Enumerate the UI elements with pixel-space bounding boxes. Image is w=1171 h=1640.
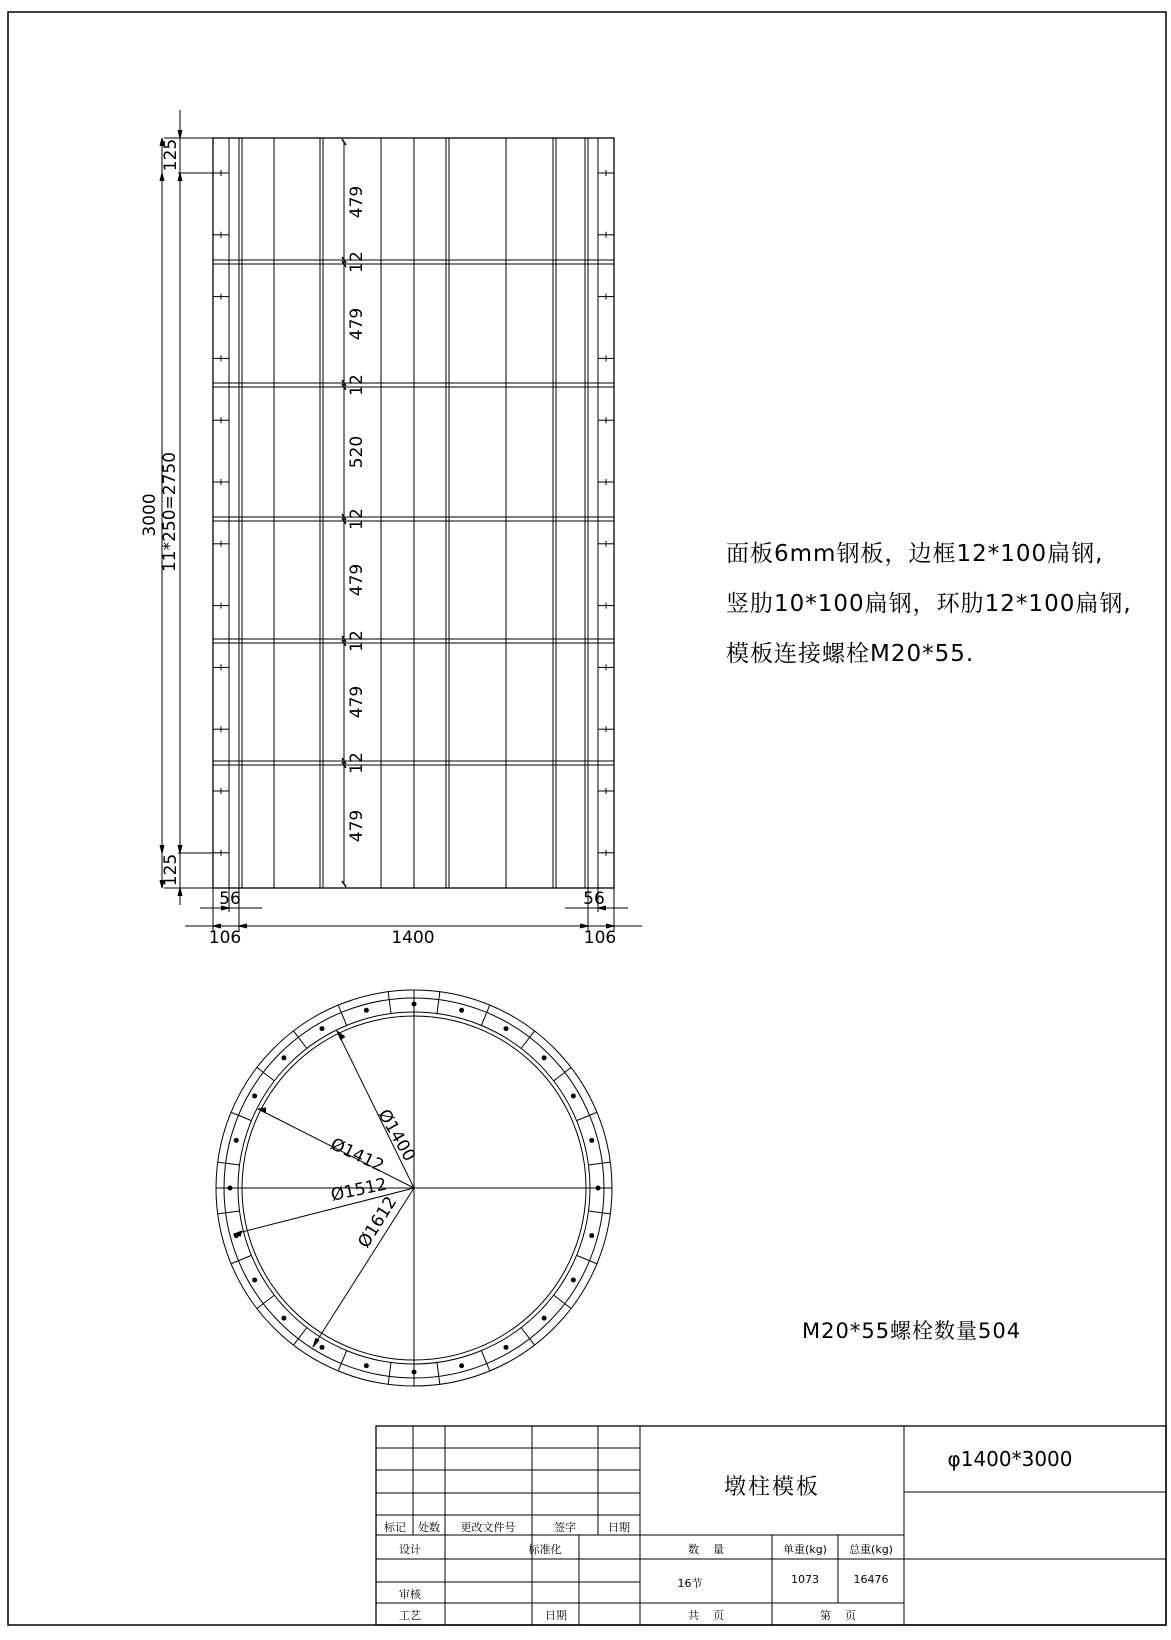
rev-header-doc: 更改文件号 <box>460 1521 516 1534</box>
rib-dim-3: 12 <box>347 508 367 530</box>
section-view <box>216 990 612 1386</box>
ring-bolt <box>460 1008 464 1012</box>
ring-bolt <box>364 1008 368 1012</box>
bolt-mark <box>598 726 614 732</box>
ring-bolt <box>542 1316 546 1320</box>
bottom-dimension-lines <box>185 888 642 932</box>
rev-header-mark: 标记 <box>384 1521 406 1534</box>
dim-d3: Ø1512 <box>329 1174 389 1206</box>
ring-joint <box>388 1362 391 1384</box>
ring-bolt <box>253 1278 257 1282</box>
bolt-mark <box>213 541 229 547</box>
panel-dim-6: 479 <box>347 809 367 843</box>
dim-flange-left: 56 <box>219 889 241 909</box>
rib-dim-5: 12 <box>347 752 367 774</box>
ring-joint <box>231 1112 251 1120</box>
ring-joint <box>437 992 440 1014</box>
bolt-mark <box>598 417 614 423</box>
bolt-mark <box>598 850 614 856</box>
rev-header-date: 日期 <box>608 1521 630 1534</box>
panel-dimension-chain <box>342 139 346 887</box>
dim-total-height: 3000 <box>140 493 160 537</box>
panel-dim-3: 520 <box>347 435 367 469</box>
ring-bolt <box>253 1094 257 1098</box>
elevation-view <box>213 138 614 888</box>
bolt-mark <box>598 294 614 300</box>
ring-joint <box>338 1351 346 1371</box>
bolt-count-note: M20*55螺栓数量504 <box>802 1319 1022 1343</box>
dim-d1: Ø1400 <box>373 1105 420 1166</box>
ring-bolt <box>542 1056 546 1060</box>
unit-wt-value: 1073 <box>791 1573 819 1586</box>
ring-joint <box>218 1211 240 1214</box>
panel-dim-4: 479 <box>347 563 367 597</box>
bolt-mark <box>213 726 229 732</box>
col-total-wt: 总重(kg) <box>849 1543 893 1556</box>
ring-bolt <box>282 1316 286 1320</box>
panel-dim-1: 479 <box>347 185 367 219</box>
drawing-name: 墩柱模板 <box>723 1475 821 1500</box>
ring-bolt <box>320 1345 324 1349</box>
bolt-mark <box>598 170 614 176</box>
label-review: 审核 <box>399 1588 421 1601</box>
material-note-2: 竖肋10*100扁钢，环肋12*100扁钢, <box>726 591 1132 617</box>
ring-joint <box>577 1255 597 1263</box>
ring-bolt <box>504 1345 508 1349</box>
ring-bolt <box>571 1094 575 1098</box>
label-process: 工艺 <box>399 1609 421 1622</box>
bolt-mark <box>213 355 229 361</box>
sheet-no: 第 页 <box>820 1609 856 1622</box>
rib-dim-1: 12 <box>347 251 367 273</box>
ring-bolt <box>364 1364 368 1368</box>
bolt-mark <box>598 664 614 670</box>
total-wt-value: 16476 <box>853 1573 889 1586</box>
bolt-mark <box>213 788 229 794</box>
ring-joint <box>231 1255 251 1263</box>
label-standard: 标准化 <box>528 1543 562 1556</box>
rev-header-count: 处数 <box>418 1521 440 1534</box>
bolt-mark <box>213 170 229 176</box>
drawing-spec: φ1400*3000 <box>947 1447 1073 1471</box>
col-qty: 数 量 <box>688 1543 724 1556</box>
ring-bolt <box>282 1056 286 1060</box>
dim-rib-spacing: 11*250=2750 <box>160 451 180 573</box>
drawing-border <box>8 12 1166 1625</box>
rev-header-sign: 签字 <box>554 1521 576 1534</box>
ring-joint <box>481 1005 489 1025</box>
ring-bolt <box>571 1278 575 1282</box>
rib-dim-2: 12 <box>347 374 367 396</box>
dim-edge-right: 106 <box>583 928 617 948</box>
dim-d4: Ø1612 <box>354 1193 402 1252</box>
ring-joint <box>577 1112 597 1120</box>
bolt-mark <box>213 479 229 485</box>
ring-joint <box>481 1351 489 1371</box>
bolt-mark <box>213 232 229 238</box>
rib-dim-4: 12 <box>347 630 367 652</box>
material-note-1: 面板6mm钢板，边框12*100扁钢, <box>726 541 1104 567</box>
label-design: 设计 <box>399 1543 421 1556</box>
ring-bolt <box>504 1027 508 1031</box>
bolt-mark <box>598 603 614 609</box>
bolt-mark <box>598 232 614 238</box>
label-date: 日期 <box>545 1609 567 1622</box>
col-unit-wt: 单重(kg) <box>783 1543 827 1556</box>
bolt-mark <box>213 850 229 856</box>
ring-joint <box>388 992 391 1014</box>
dim-edge-left: 106 <box>208 928 242 948</box>
ring-bolt <box>590 1234 594 1238</box>
bolt-mark <box>213 664 229 670</box>
panel-dim-5: 479 <box>347 685 367 719</box>
dim-width: 1400 <box>391 928 435 948</box>
ring-bolt <box>320 1027 324 1031</box>
bolt-mark <box>598 355 614 361</box>
ring-joint <box>218 1162 240 1165</box>
bolt-mark <box>213 417 229 423</box>
ring-joint <box>588 1162 610 1165</box>
qty-value: 16节 <box>677 1577 703 1590</box>
bolt-mark <box>598 541 614 547</box>
ring-joint <box>588 1211 610 1214</box>
material-note-3: 模板连接螺栓M20*55. <box>726 641 975 667</box>
dim-flange-right: 56 <box>583 889 605 909</box>
ring-joint <box>338 1005 346 1025</box>
dim-end-top: 125 <box>161 138 181 172</box>
ring-joint <box>437 1362 440 1384</box>
dim-d2: Ø1412 <box>327 1134 388 1177</box>
ring-bolt <box>460 1364 464 1368</box>
bolt-mark <box>598 479 614 485</box>
sheets-total: 共 页 <box>688 1609 724 1622</box>
dim-end-bottom: 125 <box>161 853 181 887</box>
ring-bolt <box>590 1138 594 1142</box>
ring-bolt <box>234 1138 238 1142</box>
bolt-mark <box>213 294 229 300</box>
panel-dim-2: 479 <box>347 307 367 341</box>
bolt-mark <box>213 603 229 609</box>
bolt-mark <box>598 788 614 794</box>
